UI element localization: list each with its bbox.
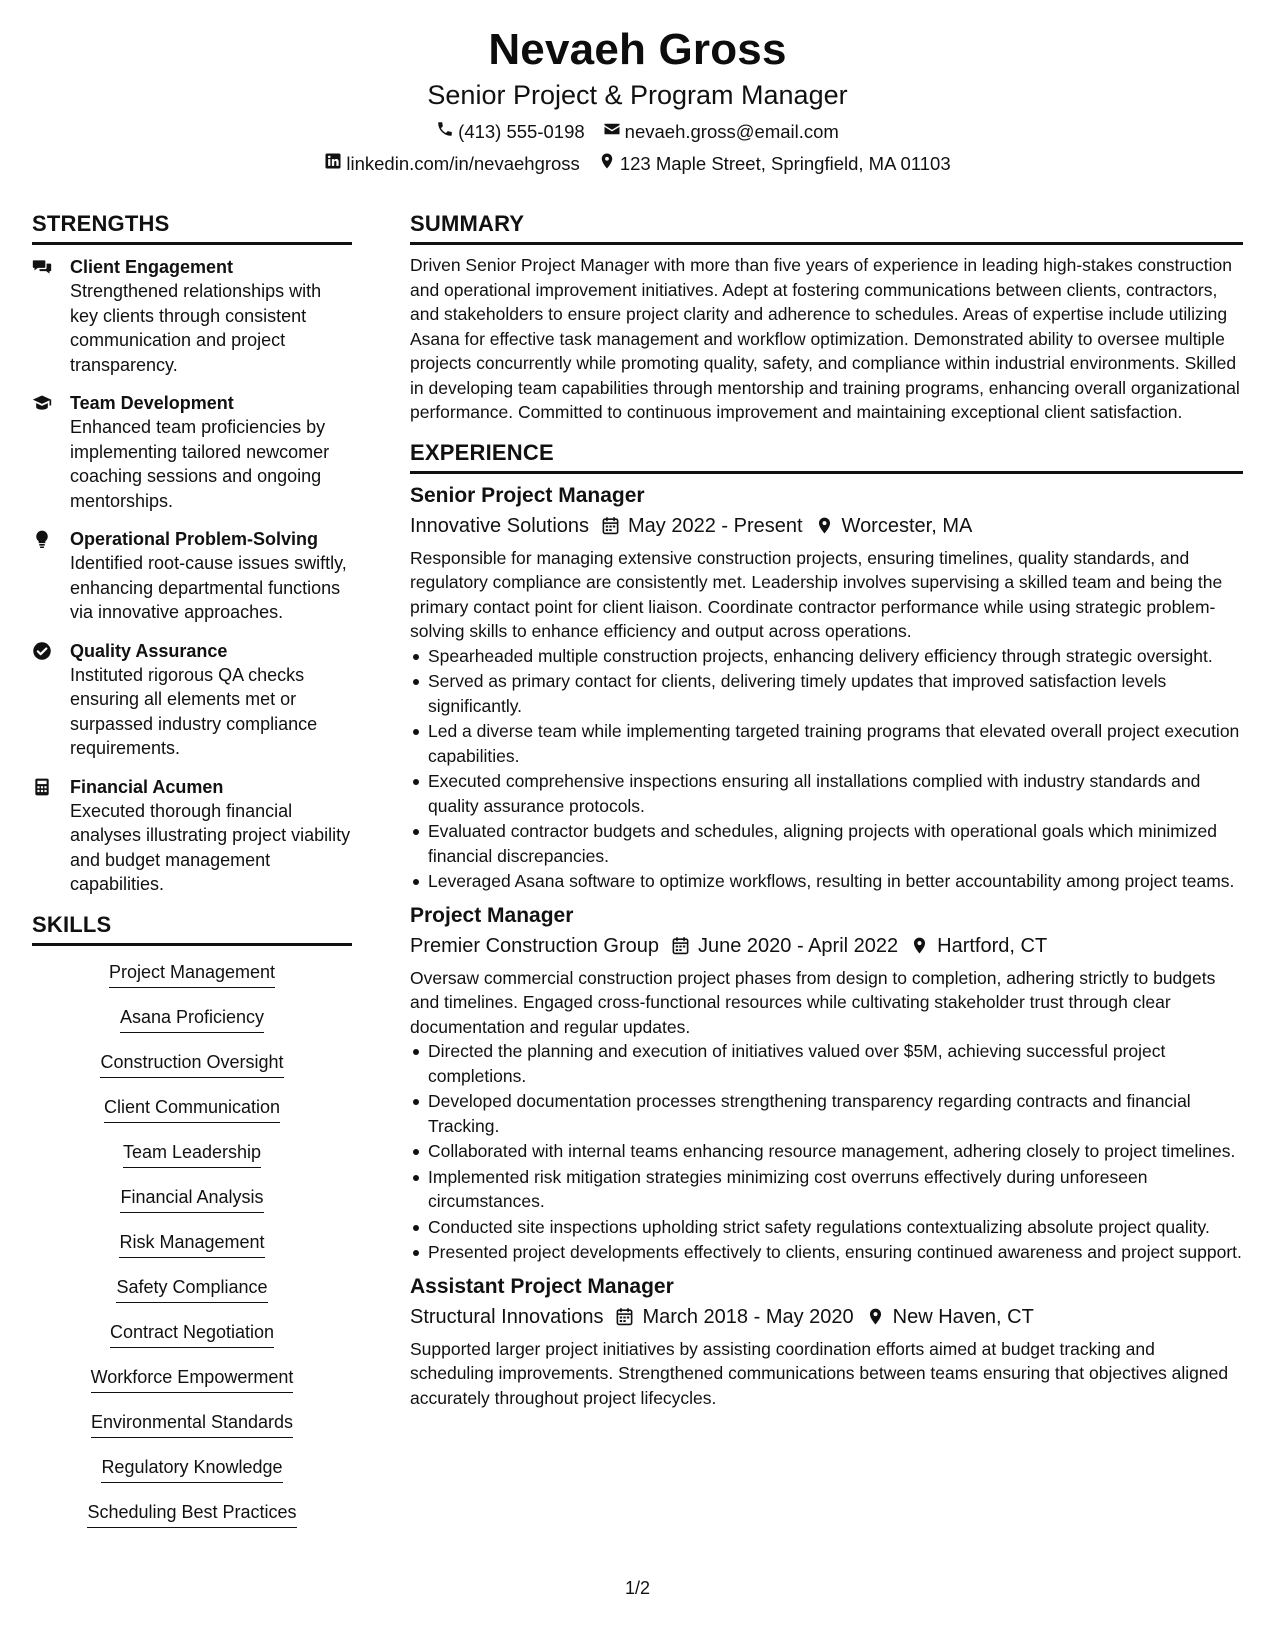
strength-desc: Executed thorough financial analyses illustrating project viability and budget management capabilities.	[70, 800, 351, 894]
calendar-icon	[615, 1307, 634, 1326]
job-location: Hartford, CT	[937, 934, 1048, 957]
email-text[interactable]: nevaeh.gross@email.com	[624, 121, 839, 142]
job-bullet: Directed the planning and execution of initiatives valued over $5M, achieving successful project completions.	[410, 1039, 1243, 1088]
map-marker-icon	[598, 152, 616, 176]
job-entry	[410, 1273, 1243, 1411]
strength-desc: Strengthened relationships with key clients through consistent communication and project transparency.	[70, 281, 322, 375]
job-bullet: Presented project developments effectively to clients, ensuring continued awareness and project support.	[410, 1240, 1243, 1265]
strength-name: Team Development	[70, 393, 234, 413]
strength-item	[32, 775, 352, 897]
job-entry	[410, 482, 1243, 894]
strength-item	[32, 639, 352, 761]
job-meta	[410, 512, 1243, 540]
strengths-list	[32, 255, 352, 897]
job-dates: June 2020 - April 2022	[697, 934, 899, 957]
job-bullet: Conducted site inspections upholding strict safety regulations contextualizing absolute project quality.	[410, 1215, 1243, 1240]
job-location: Worcester, MA	[841, 514, 973, 537]
strength-desc: Enhanced team proficiencies by implementing tailored newcomer coaching sessions and ongoing mentorships.	[70, 417, 330, 511]
job-dates: May 2022 - Present	[628, 514, 803, 537]
linkedin-icon	[324, 152, 342, 176]
phone-text: (413) 555-0198	[458, 121, 585, 142]
skill-item: Scheduling Best Practices	[87, 1500, 296, 1528]
calendar-icon	[671, 936, 690, 955]
job-bullet: Leveraged Asana software to optimize workflows, resulting in better accountability among project teams.	[410, 869, 1243, 894]
strength-name: Operational Problem-Solving	[70, 529, 319, 549]
linkedin-contact[interactable]	[324, 152, 579, 176]
map-marker-icon	[910, 936, 929, 955]
page-number: 1/2	[624, 1578, 651, 1598]
job-bullet: Evaluated contractor budgets and schedules, aligning projects with operational goals which minimized financial discrepancies.	[410, 819, 1243, 868]
skills-heading: SKILLS	[32, 911, 352, 946]
strengths-heading: STRENGTHS	[32, 210, 352, 245]
experience-heading: EXPERIENCE	[410, 439, 1243, 474]
skill-item: Contract Negotiation	[110, 1320, 274, 1348]
right-column	[410, 210, 1243, 1410]
job-bullet: Implemented risk mitigation strategies minimizing cost overruns effectively during unforeseen circumstances.	[410, 1165, 1243, 1214]
job-bullet: Spearheaded multiple construction projects, enhancing delivery efficiency through strategic oversight.	[410, 644, 1243, 669]
job-bullet: Collaborated with internal teams enhancing resource management, adhering closely to project timelines.	[410, 1139, 1243, 1164]
graduation-cap-icon	[32, 391, 60, 513]
skill-item: Construction Oversight	[100, 1050, 283, 1078]
strength-item	[32, 255, 352, 377]
resume-header	[0, 22, 1275, 176]
contact-row-2	[0, 152, 1275, 176]
job-bullet: Developed documentation processes strengthening transparency regarding contracts and financial Tracking.	[410, 1089, 1243, 1138]
job-company: Innovative Solutions	[410, 514, 590, 537]
calendar-icon	[601, 516, 620, 535]
strength-name: Client Engagement	[70, 257, 234, 277]
job-role: Assistant Project Manager	[410, 1274, 674, 1298]
job-dates: March 2018 - May 2020	[642, 1305, 854, 1328]
summary-heading: SUMMARY	[410, 210, 1243, 245]
skill-item: Workforce Empowerment	[91, 1365, 294, 1393]
address-contact	[598, 152, 951, 176]
comments-icon	[32, 255, 60, 377]
strength-name: Financial Acumen	[70, 776, 224, 797]
job-bullet: Served as primary contact for clients, delivering timely updates that improved satisfaction levels significantly.	[410, 669, 1243, 718]
skill-item: Team Leadership	[123, 1140, 261, 1168]
skill-item: Financial Analysis	[120, 1185, 263, 1213]
job-bullet: Led a diverse team while implementing targeted training programs that elevated overall project execution capabilities.	[410, 719, 1243, 768]
contact-row-1	[0, 120, 1275, 144]
skills-list	[32, 960, 352, 1545]
strength-item	[32, 527, 352, 625]
job-description: Responsible for managing extensive construction projects, ensuring timelines, quality standards, and regulatory compliance are consistently met. Leadership involves supervising a skilled team and being the primary contact point for client liaison. Coordinate contractor performance while using strategic problem-solving skills to enhance efficiency and output across operations.	[410, 547, 1223, 641]
job-role: Project Manager	[410, 903, 574, 927]
phone-contact	[436, 120, 585, 144]
skill-item: Risk Management	[119, 1230, 264, 1258]
map-marker-icon	[866, 1307, 885, 1326]
job-bullet: Executed comprehensive inspections ensuring all installations complied with industry standards and quality assurance protocols.	[410, 769, 1243, 818]
lightbulb-icon	[32, 527, 60, 625]
linkedin-text[interactable]: linkedin.com/in/nevaehgross	[346, 153, 580, 174]
candidate-title: Senior Project & Program Manager	[427, 80, 848, 110]
strength-item	[32, 391, 352, 513]
email-contact[interactable]	[603, 120, 839, 144]
map-marker-icon	[815, 516, 834, 535]
job-location: New Haven, CT	[892, 1305, 1034, 1328]
job-description: Oversaw commercial construction project phases from design to completion, adhering strictly to budgets and timelines. Engaged cross-functional resources while cultivating stakeholder trust through clear documentation and regular updates.	[410, 967, 1216, 1037]
skill-item: Client Communication	[104, 1095, 280, 1123]
skill-item: Safety Compliance	[116, 1275, 267, 1303]
address-text: 123 Maple Street, Springfield, MA 01103	[619, 153, 951, 174]
job-bullets	[410, 1039, 1243, 1265]
skill-item: Asana Proficiency	[120, 1005, 264, 1033]
job-entry	[410, 902, 1243, 1265]
envelope-icon	[603, 120, 621, 144]
calculator-icon	[32, 775, 60, 897]
job-company: Premier Construction Group	[410, 934, 659, 957]
candidate-name: Nevaeh Gross	[488, 25, 787, 74]
job-bullets	[410, 644, 1243, 894]
strength-desc: Instituted rigorous QA checks ensuring all elements met or surpassed industry compliance requirements.	[70, 664, 318, 758]
job-description: Supported larger project initiatives by assisting coordination efforts aimed at budget tracking and scheduling improvements. Strengthened communications between teams ensuring that objectives aligned accurately throughout project lifecycles.	[410, 1338, 1229, 1408]
summary-text: Driven Senior Project Manager with more than five years of experience in leading high-stakes construction and operational improvement initiatives. Adept at fostering communications between clients, contractors, and stakeholders to ensure project clarity and adherence to schedules. Areas of expertise include utilizing Asana for effective task management and workflow optimization. Demonstrated ability to oversee multiple projects concurrently while promoting quality, safety, and compliance within industrial environments. Skilled in developing team capabilities through mentorship and training programs, enhancing overall organizational performance. Committed to continuous improvement and maintaining exceptional client satisfaction.	[410, 255, 1240, 422]
phone-icon	[436, 120, 454, 144]
check-circle-icon	[32, 639, 60, 761]
job-meta	[410, 932, 1243, 960]
strength-name: Quality Assurance	[70, 640, 228, 661]
job-meta	[410, 1303, 1243, 1331]
strength-desc: Identified root-cause issues swiftly, enhancing departmental functions via innovative approaches.	[70, 553, 347, 622]
job-company: Structural Innovations	[410, 1305, 604, 1328]
skill-item: Regulatory Knowledge	[101, 1455, 282, 1483]
job-role: Senior Project Manager	[410, 483, 645, 507]
skill-item: Environmental Standards	[91, 1410, 293, 1438]
skill-item: Project Management	[109, 960, 275, 988]
left-column	[32, 210, 352, 1545]
